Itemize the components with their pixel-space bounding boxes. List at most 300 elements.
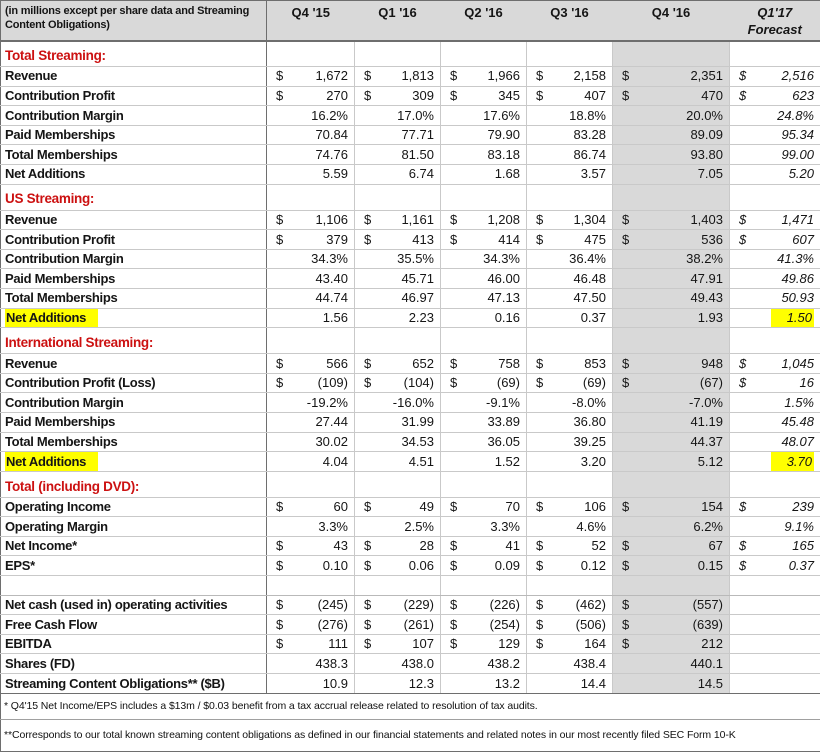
value-cell: $ (276): [267, 615, 355, 635]
value-cell: 41.3%: [730, 249, 820, 269]
dollar-sign: $: [739, 559, 746, 573]
dollar-sign: $: [622, 233, 629, 247]
value-cell: $ 407: [527, 86, 613, 106]
dollar-sign: $: [450, 89, 457, 103]
value-cell: $ 111: [267, 634, 355, 654]
dollar-sign: $: [364, 637, 371, 651]
row-label: [1, 576, 267, 596]
data-row: [1, 654, 820, 674]
value-cell: 1.52: [441, 452, 527, 472]
row-label: EPS*: [1, 556, 267, 576]
value-cell: $ (226): [441, 595, 527, 615]
row-label: Streaming Content Obligations** ($B): [1, 674, 267, 694]
row-label: Contribution Profit: [1, 86, 267, 106]
dollar-sign: $: [739, 357, 746, 371]
value-cell: [730, 328, 820, 354]
value-cell: 3.20: [527, 452, 613, 472]
value-cell: [441, 576, 527, 596]
dollar-sign: $: [536, 213, 543, 227]
dollar-sign: $: [622, 357, 629, 371]
value-cell: [613, 328, 730, 354]
value-cell: $ (229): [355, 595, 441, 615]
value-cell: 4.6%: [527, 517, 613, 537]
value-cell: 17.6%: [441, 106, 527, 126]
value-cell: 77.71: [355, 125, 441, 145]
value-cell: 38.2%: [613, 249, 730, 269]
dollar-sign: $: [739, 500, 746, 514]
value-cell: [613, 576, 730, 596]
value-cell: 36.4%: [527, 249, 613, 269]
value-cell: 86.74: [527, 145, 613, 165]
data-row: [1, 106, 820, 126]
data-row: [1, 269, 820, 289]
dollar-sign: $: [622, 69, 629, 83]
dollar-sign: $: [536, 539, 543, 553]
col-header-q1-17-forecast: [730, 1, 820, 41]
row-label: Revenue: [1, 67, 267, 87]
value-cell: $ 0.12: [527, 556, 613, 576]
dollar-sign: $: [622, 213, 629, 227]
value-cell: [730, 471, 820, 497]
value-cell: 83.28: [527, 125, 613, 145]
value-cell: $ 239: [730, 497, 820, 517]
value-cell: [527, 184, 613, 210]
dollar-sign: $: [536, 233, 543, 247]
value-cell: $ 623: [730, 86, 820, 106]
value-cell: 39.25: [527, 432, 613, 452]
footnote-row: [1, 693, 820, 719]
value-cell: $ 1,208: [441, 210, 527, 230]
value-cell: [613, 471, 730, 497]
data-row: [1, 164, 820, 184]
value-cell: 49.86: [730, 269, 820, 289]
value-cell: $ 1,672: [267, 67, 355, 87]
value-cell: 34.3%: [441, 249, 527, 269]
spacer-row: [1, 576, 820, 596]
value-cell: 14.5: [613, 674, 730, 694]
row-label: Total Memberships: [1, 288, 267, 308]
dollar-sign: $: [450, 539, 457, 553]
dollar-sign: $: [739, 233, 746, 247]
dollar-sign: $: [739, 539, 746, 553]
value-cell: -19.2%: [267, 393, 355, 413]
data-row: [1, 125, 820, 145]
data-row: [1, 67, 820, 87]
dollar-sign: $: [364, 539, 371, 553]
value-cell: $ 107: [355, 634, 441, 654]
dollar-sign: $: [622, 500, 629, 514]
row-label: Net Income*: [1, 536, 267, 556]
value-cell: [527, 471, 613, 497]
value-cell: 49.43: [613, 288, 730, 308]
value-cell: $ 49: [355, 497, 441, 517]
value-cell: 35.5%: [355, 249, 441, 269]
section-title: US Streaming:: [1, 184, 267, 210]
value-cell: [730, 674, 820, 694]
dollar-sign: $: [450, 233, 457, 247]
dollar-sign: $: [364, 213, 371, 227]
dollar-sign: $: [536, 559, 543, 573]
footnote-tax-accrual: * Q4'15 Net Income/EPS includes a $13m / $0.03 benefit from a tax accrual release related to resolution of tax audits.: [1, 693, 820, 719]
value-cell: 0.37: [527, 308, 613, 328]
value-cell: [267, 41, 355, 67]
value-cell: 44.74: [267, 288, 355, 308]
value-cell: [267, 184, 355, 210]
dollar-sign: $: [450, 500, 457, 514]
value-cell: $ 0.09: [441, 556, 527, 576]
value-cell: 5.59: [267, 164, 355, 184]
dollar-sign: $: [536, 500, 543, 514]
value-cell: $ 270: [267, 86, 355, 106]
value-cell: $ (639): [613, 615, 730, 635]
header-row: [1, 1, 820, 41]
dollar-sign: $: [364, 618, 371, 632]
value-cell: 74.76: [267, 145, 355, 165]
value-cell: $ 470: [613, 86, 730, 106]
value-cell: 14.4: [527, 674, 613, 694]
dollar-sign: $: [364, 69, 371, 83]
dollar-sign: $: [276, 213, 283, 227]
data-row: [1, 432, 820, 452]
value-cell: $ (254): [441, 615, 527, 635]
value-cell: 99.00: [730, 145, 820, 165]
dollar-sign: $: [536, 598, 543, 612]
dollar-sign: $: [622, 539, 629, 553]
value-cell: $ 43: [267, 536, 355, 556]
dollar-sign: $: [364, 89, 371, 103]
row-label: Contribution Profit: [1, 230, 267, 250]
dollar-sign: $: [364, 357, 371, 371]
row-label: Operating Margin: [1, 517, 267, 537]
dollar-sign: $: [536, 618, 543, 632]
value-cell: 70.84: [267, 125, 355, 145]
value-cell: 83.18: [441, 145, 527, 165]
data-row: [1, 412, 820, 432]
row-label: Paid Memberships: [1, 269, 267, 289]
value-cell: 31.99: [355, 412, 441, 432]
data-row: [1, 536, 820, 556]
value-cell: 438.3: [267, 654, 355, 674]
dollar-sign: $: [276, 637, 283, 651]
value-cell: $ 379: [267, 230, 355, 250]
value-cell: 79.90: [441, 125, 527, 145]
table-units-note: (in millions except per share data and Streaming Content Obligations): [1, 1, 267, 41]
value-cell: $ 1,403: [613, 210, 730, 230]
value-cell: 41.19: [613, 412, 730, 432]
dollar-sign: $: [276, 89, 283, 103]
value-cell: $ (109): [267, 373, 355, 393]
row-label: Net Additions: [1, 164, 267, 184]
dollar-sign: $: [450, 213, 457, 227]
value-cell: 50.93: [730, 288, 820, 308]
dollar-sign: $: [450, 598, 457, 612]
value-cell: [730, 634, 820, 654]
value-cell: 43.40: [267, 269, 355, 289]
value-cell: $ 758: [441, 354, 527, 374]
dollar-sign: $: [276, 539, 283, 553]
data-row: [1, 288, 820, 308]
data-row: [1, 452, 820, 472]
value-cell: $ 413: [355, 230, 441, 250]
row-label: Contribution Profit (Loss): [1, 373, 267, 393]
value-cell: 12.3: [355, 674, 441, 694]
value-cell: [267, 576, 355, 596]
data-row: [1, 595, 820, 615]
value-cell: 27.44: [267, 412, 355, 432]
row-label: Contribution Margin: [1, 106, 267, 126]
value-cell: 34.53: [355, 432, 441, 452]
value-cell: [730, 184, 820, 210]
value-cell: $ 475: [527, 230, 613, 250]
value-cell: 1.56: [267, 308, 355, 328]
value-cell: 1.5%: [730, 393, 820, 413]
value-cell: [730, 576, 820, 596]
value-cell: 7.05: [613, 164, 730, 184]
value-cell: 438.0: [355, 654, 441, 674]
value-cell: $ (69): [527, 373, 613, 393]
value-cell: [527, 41, 613, 67]
value-cell: 0.16: [441, 308, 527, 328]
value-cell: $ 345: [441, 86, 527, 106]
value-cell: [441, 184, 527, 210]
dollar-sign: $: [276, 500, 283, 514]
value-cell: 48.07: [730, 432, 820, 452]
value-cell: $ 164: [527, 634, 613, 654]
value-cell: 10.9: [267, 674, 355, 694]
value-cell: $ 566: [267, 354, 355, 374]
col-header-label: Q4 '15: [267, 5, 355, 20]
value-cell: $ 309: [355, 86, 441, 106]
value-cell: 81.50: [355, 145, 441, 165]
data-row: [1, 373, 820, 393]
value-cell: 2.23: [355, 308, 441, 328]
value-cell: $ 41: [441, 536, 527, 556]
data-row: [1, 517, 820, 537]
footnote-row: [1, 719, 820, 751]
value-cell: $ 165: [730, 536, 820, 556]
value-cell: [267, 471, 355, 497]
value-cell: 6.74: [355, 164, 441, 184]
value-cell: 438.4: [527, 654, 613, 674]
row-label: Shares (FD): [1, 654, 267, 674]
dollar-sign: $: [622, 376, 629, 390]
dollar-sign: $: [364, 233, 371, 247]
value-cell: $ 28: [355, 536, 441, 556]
row-label: Paid Memberships: [1, 125, 267, 145]
dollar-sign: $: [364, 500, 371, 514]
footnote-content-obligations: **Corresponds to our total known streaming content obligations as defined in our financial statements and related notes in our most recently filed SEC Form 10-K: [1, 719, 820, 751]
value-cell: 46.00: [441, 269, 527, 289]
data-row: [1, 230, 820, 250]
value-cell: $ (104): [355, 373, 441, 393]
value-cell: $ 0.37: [730, 556, 820, 576]
value-cell: 34.3%: [267, 249, 355, 269]
value-cell: [441, 471, 527, 497]
section-row: [1, 328, 820, 354]
section-row: [1, 41, 820, 67]
col-header-q4-16: [613, 1, 730, 41]
dollar-sign: $: [739, 69, 746, 83]
value-cell: $ 1,813: [355, 67, 441, 87]
value-cell: $ (506): [527, 615, 613, 635]
value-cell: $ 0.06: [355, 556, 441, 576]
dollar-sign: $: [739, 89, 746, 103]
value-cell: 95.34: [730, 125, 820, 145]
col-header-label: Q1 '16: [355, 5, 441, 20]
data-row: [1, 354, 820, 374]
value-cell: [355, 41, 441, 67]
value-cell: $ 1,966: [441, 67, 527, 87]
row-label: Contribution Margin: [1, 249, 267, 269]
section-title: International Streaming:: [1, 328, 267, 354]
value-cell: 1.50: [730, 308, 820, 328]
value-cell: $ 129: [441, 634, 527, 654]
value-cell: 5.12: [613, 452, 730, 472]
value-cell: $ 948: [613, 354, 730, 374]
value-cell: 18.8%: [527, 106, 613, 126]
value-cell: $ 652: [355, 354, 441, 374]
dollar-sign: $: [450, 357, 457, 371]
value-cell: 20.0%: [613, 106, 730, 126]
value-cell: [730, 595, 820, 615]
value-cell: $ 414: [441, 230, 527, 250]
value-cell: 36.05: [441, 432, 527, 452]
dollar-sign: $: [536, 357, 543, 371]
value-cell: -16.0%: [355, 393, 441, 413]
value-cell: [441, 41, 527, 67]
value-cell: 30.02: [267, 432, 355, 452]
value-cell: 47.91: [613, 269, 730, 289]
value-cell: $ 1,304: [527, 210, 613, 230]
col-header-q1-16: [355, 1, 441, 41]
value-cell: $ 0.10: [267, 556, 355, 576]
section-title: Total Streaming:: [1, 41, 267, 67]
value-cell: 440.1: [613, 654, 730, 674]
data-row: [1, 210, 820, 230]
row-label: Revenue: [1, 354, 267, 374]
dollar-sign: $: [536, 69, 543, 83]
value-cell: 93.80: [613, 145, 730, 165]
col-header-label: Q3 '16: [527, 5, 613, 20]
section-row: [1, 184, 820, 210]
value-cell: 13.2: [441, 674, 527, 694]
data-row: [1, 393, 820, 413]
dollar-sign: $: [364, 559, 371, 573]
col-header-q4-15: [267, 1, 355, 41]
section-row: [1, 471, 820, 497]
value-cell: 4.04: [267, 452, 355, 472]
dollar-sign: $: [536, 89, 543, 103]
value-cell: 1.68: [441, 164, 527, 184]
value-cell: 33.89: [441, 412, 527, 432]
value-cell: 17.0%: [355, 106, 441, 126]
dollar-sign: $: [739, 376, 746, 390]
value-cell: 46.97: [355, 288, 441, 308]
value-cell: $ 2,516: [730, 67, 820, 87]
value-cell: $ (557): [613, 595, 730, 615]
value-cell: $ 0.15: [613, 556, 730, 576]
value-cell: [527, 576, 613, 596]
data-row: [1, 634, 820, 654]
value-cell: 36.80: [527, 412, 613, 432]
value-cell: $ 1,471: [730, 210, 820, 230]
value-cell: [441, 328, 527, 354]
value-cell: 89.09: [613, 125, 730, 145]
row-label: Free Cash Flow: [1, 615, 267, 635]
dollar-sign: $: [276, 357, 283, 371]
value-cell: -8.0%: [527, 393, 613, 413]
row-label: Paid Memberships: [1, 412, 267, 432]
value-cell: 47.50: [527, 288, 613, 308]
value-cell: $ 853: [527, 354, 613, 374]
col-header-q2-16: [441, 1, 527, 41]
data-row: [1, 308, 820, 328]
dollar-sign: $: [450, 618, 457, 632]
value-cell: [267, 328, 355, 354]
value-cell: [527, 328, 613, 354]
dollar-sign: $: [276, 69, 283, 83]
value-cell: 16.2%: [267, 106, 355, 126]
value-cell: 3.57: [527, 164, 613, 184]
value-cell: $ 2,351: [613, 67, 730, 87]
value-cell: [730, 654, 820, 674]
value-cell: $ 60: [267, 497, 355, 517]
value-cell: $ 607: [730, 230, 820, 250]
data-row: [1, 615, 820, 635]
dollar-sign: $: [276, 376, 283, 390]
row-label: Net cash (used in) operating activities: [1, 595, 267, 615]
value-cell: $ 536: [613, 230, 730, 250]
value-cell: 438.2: [441, 654, 527, 674]
dollar-sign: $: [276, 618, 283, 632]
row-label: Contribution Margin: [1, 393, 267, 413]
dollar-sign: $: [622, 89, 629, 103]
col-header-label: Q2 '16: [441, 5, 527, 20]
value-cell: [730, 41, 820, 67]
value-cell: 2.5%: [355, 517, 441, 537]
dollar-sign: $: [536, 376, 543, 390]
forecast-sublabel: Forecast: [730, 20, 820, 37]
value-cell: 45.48: [730, 412, 820, 432]
value-cell: 5.20: [730, 164, 820, 184]
value-cell: $ 1,161: [355, 210, 441, 230]
value-cell: 45.71: [355, 269, 441, 289]
value-cell: $ 70: [441, 497, 527, 517]
dollar-sign: $: [276, 559, 283, 573]
value-cell: $ 1,106: [267, 210, 355, 230]
value-cell: 6.2%: [613, 517, 730, 537]
value-cell: 3.3%: [267, 517, 355, 537]
row-label: Total Memberships: [1, 432, 267, 452]
value-cell: [613, 41, 730, 67]
value-cell: $ (69): [441, 373, 527, 393]
value-cell: 9.1%: [730, 517, 820, 537]
dollar-sign: $: [622, 559, 629, 573]
value-cell: 24.8%: [730, 106, 820, 126]
value-cell: $ 212: [613, 634, 730, 654]
row-label: Total Memberships: [1, 145, 267, 165]
dollar-sign: $: [739, 213, 746, 227]
data-row: [1, 556, 820, 576]
value-cell: $ (245): [267, 595, 355, 615]
value-cell: $ 154: [613, 497, 730, 517]
value-cell: 44.37: [613, 432, 730, 452]
data-row: [1, 249, 820, 269]
value-cell: $ (67): [613, 373, 730, 393]
row-label: Revenue: [1, 210, 267, 230]
dollar-sign: $: [364, 598, 371, 612]
value-cell: [355, 576, 441, 596]
